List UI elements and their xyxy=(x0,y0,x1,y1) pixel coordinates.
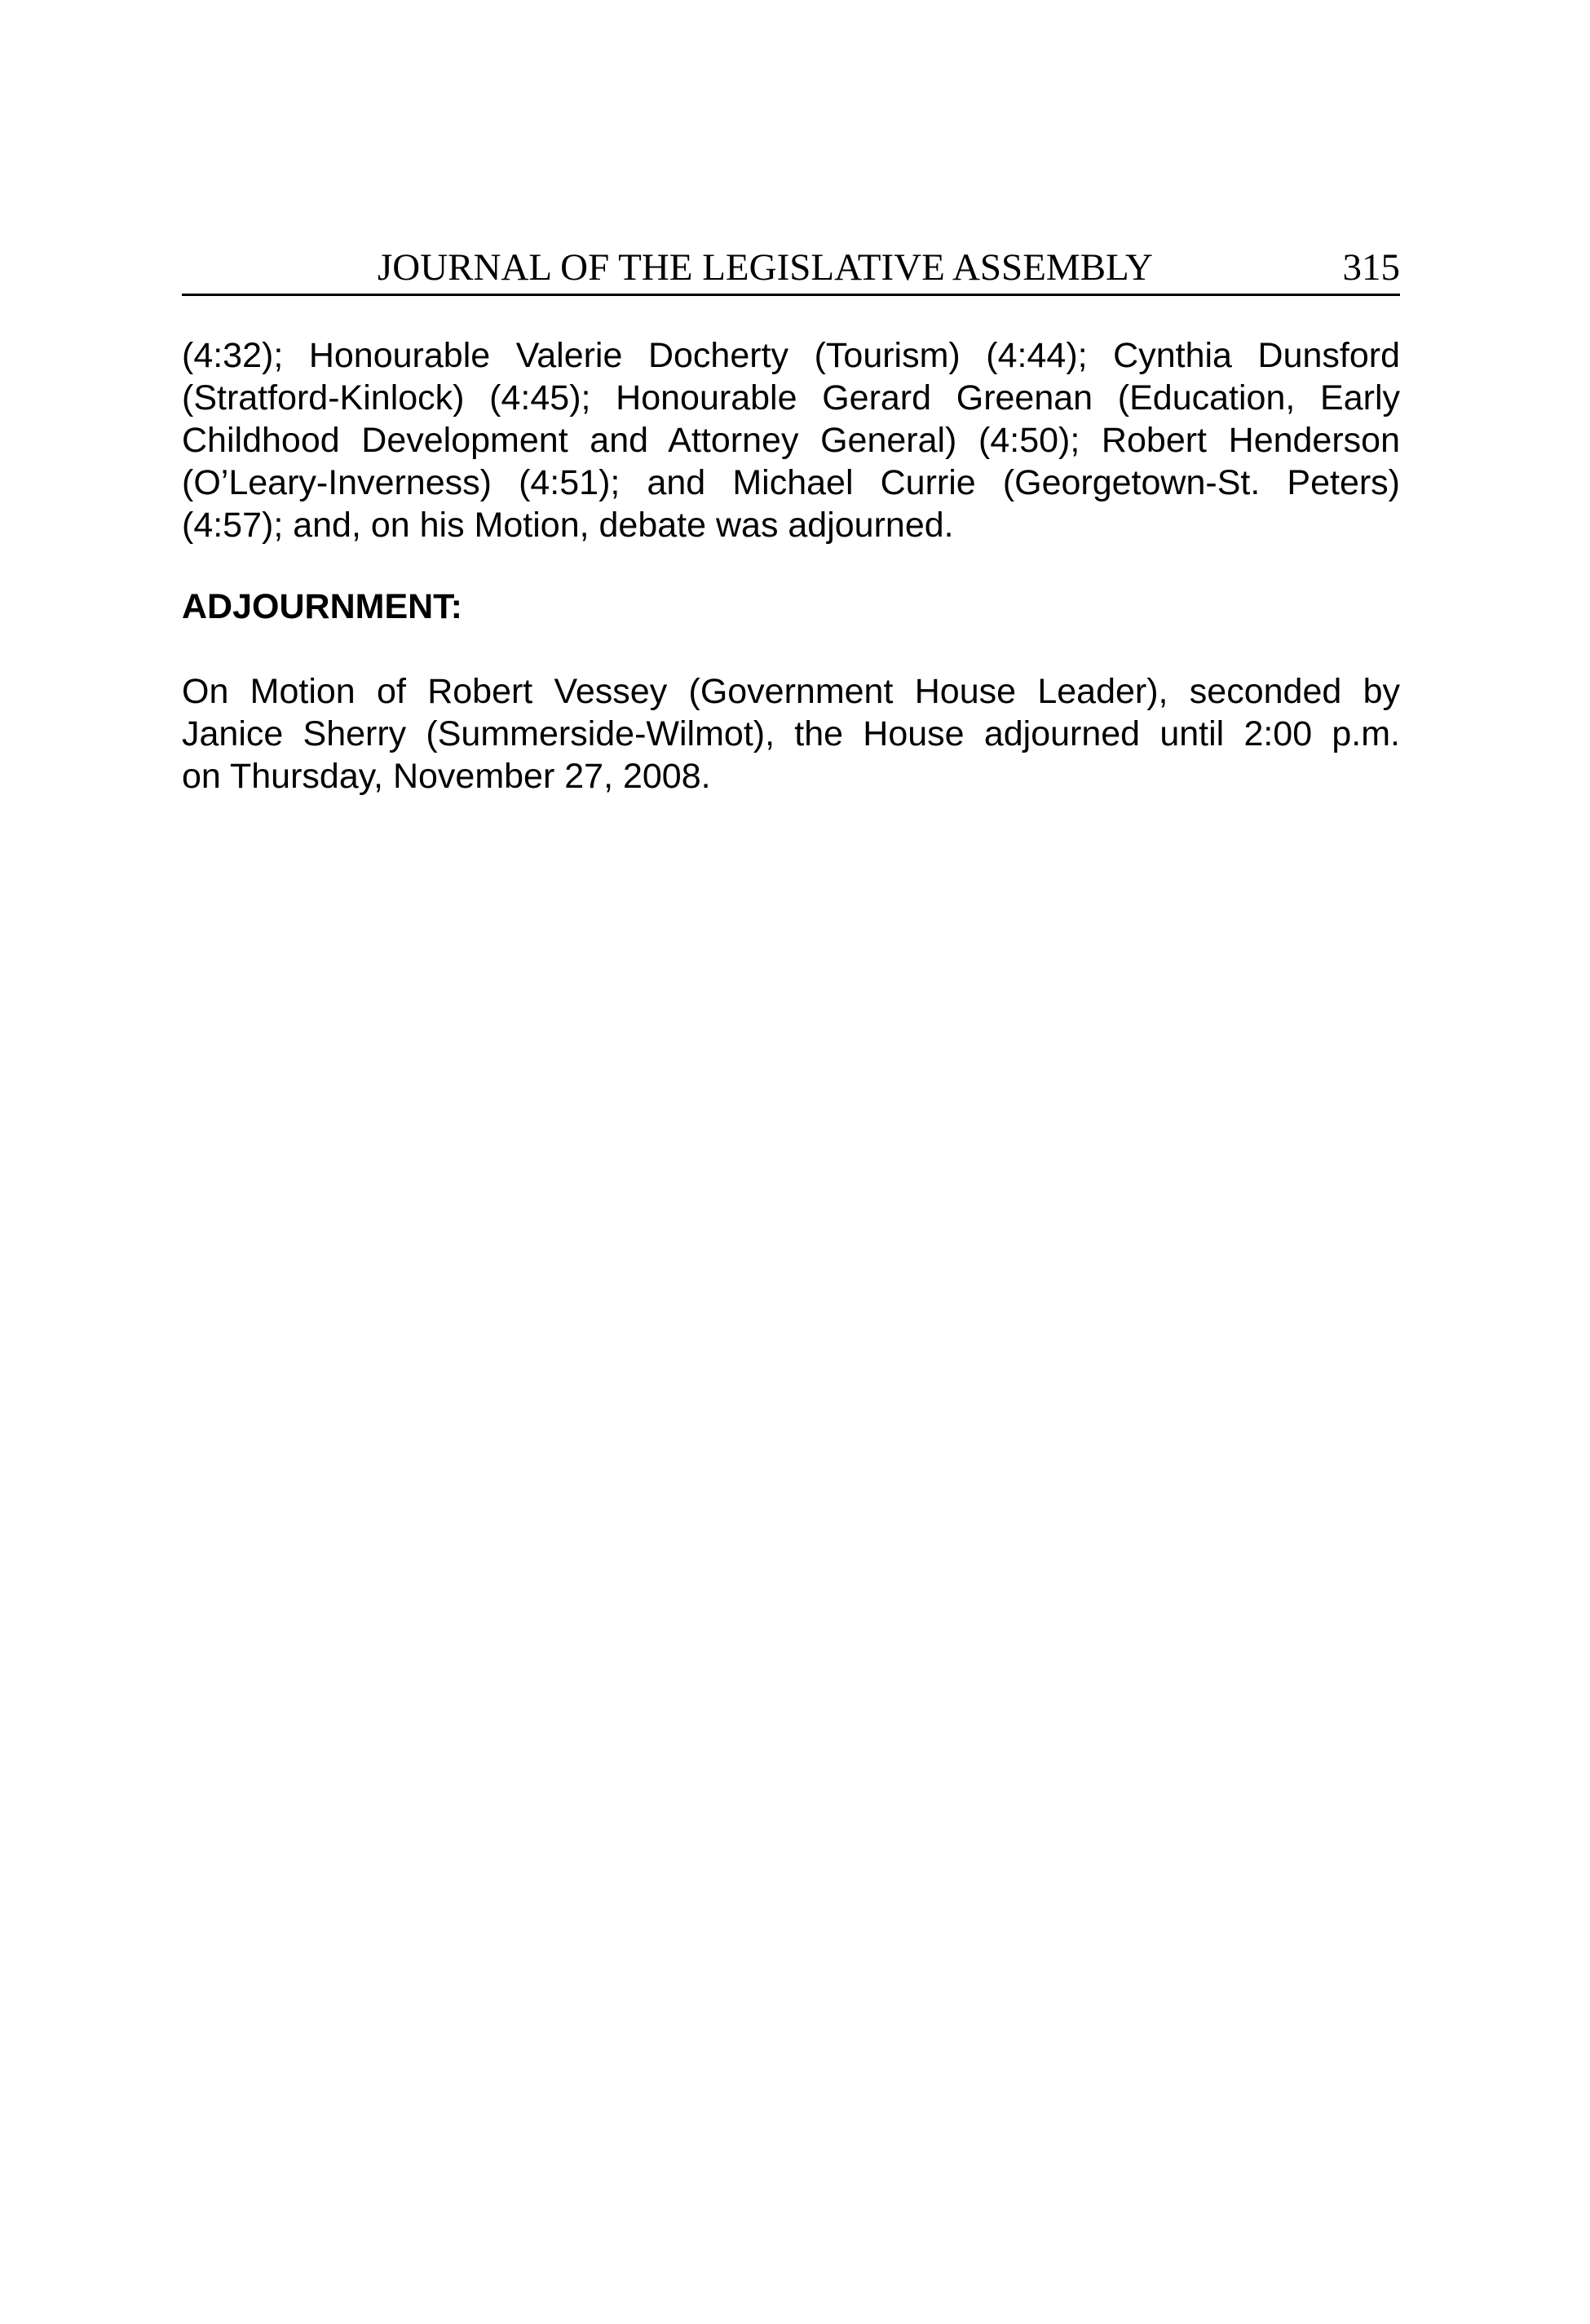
paragraph-line: on Thursday, November 27, 2008. xyxy=(182,757,711,796)
journal-title: JOURNAL OF THE LEGISLATIVE ASSEMBLY xyxy=(378,246,1153,289)
continuation-paragraph xyxy=(182,334,1400,546)
adjournment-paragraph xyxy=(182,670,1400,797)
paragraph-line: On Motion of Robert Vessey (Government House Leader), seconded by xyxy=(182,672,1400,711)
paragraph-line: (Stratford-Kinlock) (4:45); Honourable Gerard Greenan (Education, Early xyxy=(182,378,1400,418)
paragraph-line: (O’Leary-Inverness) (4:51); and Michael Currie (Georgetown-St. Peters) xyxy=(182,463,1400,502)
paragraph-line: Janice Sherry (Summerside-Wilmot), the House adjourned until 2:00 p.m. xyxy=(182,714,1400,753)
running-header xyxy=(182,241,1400,296)
page-number: 315 xyxy=(1342,246,1400,289)
paragraph-line: (4:57); and, on his Motion, debate was adjourned. xyxy=(182,506,954,545)
paragraph-line: Childhood Development and Attorney General) (4:50); Robert Henderson xyxy=(182,421,1400,460)
adjournment-heading: ADJOURNMENT: xyxy=(182,587,462,626)
paragraph-line: (4:32); Honourable Valerie Docherty (Tourism) (4:44); Cynthia Dunsford xyxy=(182,336,1400,375)
